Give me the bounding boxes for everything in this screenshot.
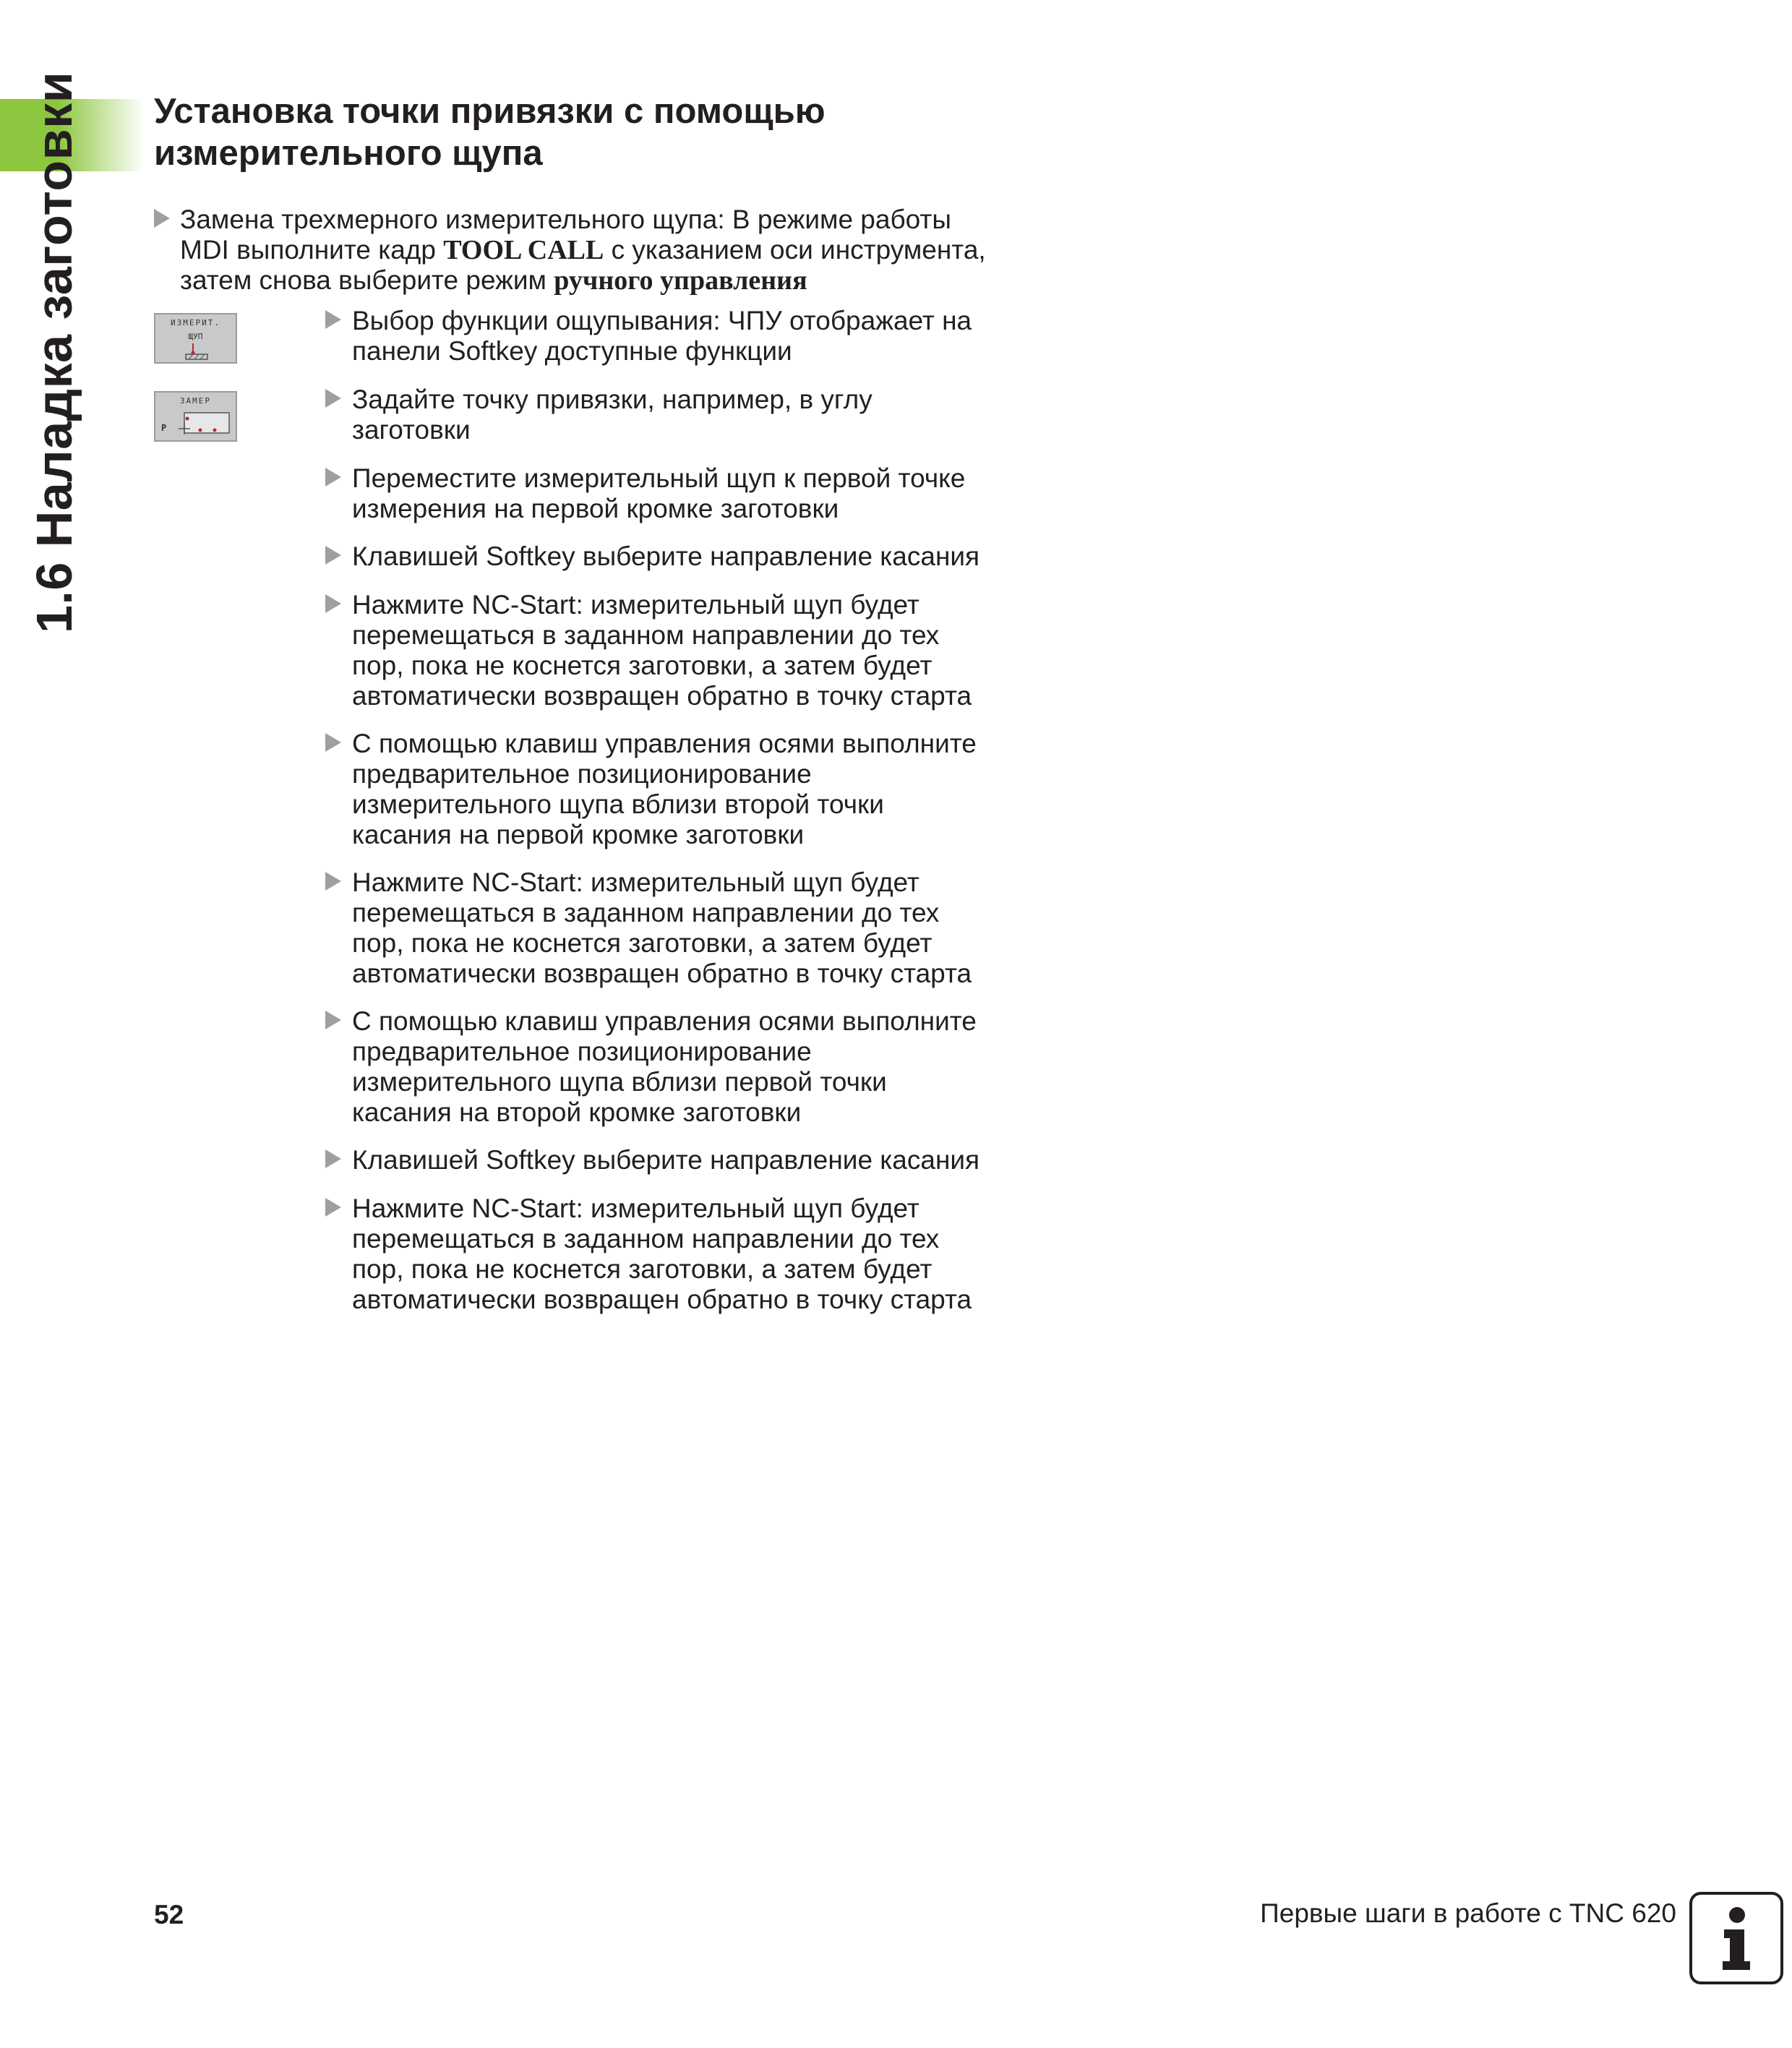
triangle-bullet-icon: [325, 310, 341, 329]
step-line: Переместите измерительный щуп к первой точке: [352, 463, 966, 493]
step-line: Нажмите NC-Start: измерительный щуп будет: [352, 867, 919, 897]
step-line: пор, пока не коснется заготовки, а затем будет: [352, 1254, 933, 1284]
intro-tool-call: TOOL CALL: [443, 235, 604, 265]
step-item: [325, 541, 1048, 572]
step-line: автоматически возвращен обратно в точку старта: [352, 1285, 972, 1314]
section-vertical-title: 1.6 Наладка заготовки: [26, 71, 82, 633]
step-text: [325, 729, 1048, 850]
page-number: 52: [154, 1900, 184, 1929]
softkey-sublabel: ЩУП: [188, 332, 203, 341]
section-title-container: [14, 71, 94, 633]
step-line: пор, пока не коснется заготовки, а затем будет: [352, 651, 933, 680]
step-line: измерительного щупа вблизи второй точки: [352, 789, 884, 819]
step-item: [325, 1194, 1048, 1315]
intro-line-1: Замена трехмерного измерительного щупа: В режиме работы: [180, 205, 951, 234]
step-line: предварительное позиционирование: [352, 759, 812, 789]
step-line: автоматически возвращен обратно в точку старта: [352, 681, 972, 711]
step-item: [325, 590, 1048, 711]
softkey-label: ЗАМЕР: [179, 396, 212, 406]
step-line: перемещаться в заданном направлении до тех: [352, 620, 940, 650]
info-icon: [1689, 1892, 1783, 1984]
step-line: Клавишей Softkey выберите направление касания: [352, 1145, 980, 1175]
step-item: [325, 463, 1048, 524]
step-item: [325, 1006, 1048, 1128]
step-text: [325, 1145, 1048, 1175]
step-line: измерительного щупа вблизи первой точки: [352, 1067, 887, 1097]
softkey-sublabel: P: [161, 423, 167, 433]
step-line: пор, пока не коснется заготовки, а затем будет: [352, 928, 933, 958]
step-line: заготовки: [352, 415, 471, 445]
triangle-bullet-icon: [325, 594, 341, 613]
step-item: [325, 867, 1048, 989]
probe-icon: [183, 343, 212, 361]
step-line: Задайте точку привязки, например, в углу: [352, 385, 873, 414]
step-line: Нажмите NC-Start: измерительный щуп будет: [352, 590, 919, 620]
step-item: [325, 306, 1048, 367]
triangle-bullet-icon: [325, 733, 341, 752]
step-line: перемещаться в заданном направлении до тех: [352, 898, 940, 927]
triangle-bullet-icon: [325, 872, 341, 891]
triangle-bullet-icon: [325, 468, 341, 487]
step-line: касания на второй кромке заготовки: [352, 1097, 802, 1127]
step-line: С помощью клавиш управления осями выполните: [352, 729, 977, 758]
step-line: касания на первой кромке заготовки: [352, 820, 805, 849]
step-line: панели Softkey доступные функции: [352, 336, 792, 366]
probe-function-softkey: [154, 313, 237, 364]
step-line: Нажмите NC-Start: измерительный щуп будет: [352, 1194, 919, 1223]
intro-line-3-pre: затем снова выберите режим: [180, 265, 554, 295]
step-line: автоматически возвращен обратно в точку старта: [352, 959, 972, 988]
step-item: [325, 729, 1048, 850]
triangle-bullet-icon: [325, 1011, 341, 1029]
intro-line-2-post: с указанием оси инструмента,: [604, 235, 986, 265]
softkey-label: ИЗМЕРИТ.: [171, 318, 220, 327]
step-text: [325, 385, 1048, 445]
intro-line-2-pre: MDI выполните кадр: [180, 235, 444, 265]
triangle-bullet-icon: [325, 389, 341, 408]
step-text: [325, 867, 1048, 989]
triangle-bullet-icon: [325, 546, 341, 565]
info-glyph: [1692, 1895, 1780, 1981]
page-title-line-2: измерительного щупа: [154, 134, 543, 173]
step-text: [325, 541, 1048, 572]
page-title-line-1: Установка точки привязки с помощью: [154, 92, 826, 131]
step-line: измерения на первой кромке заготовки: [352, 494, 839, 523]
step-text: [325, 463, 1048, 524]
intro-bullet: [154, 205, 1021, 296]
corner-reference-softkey: [154, 391, 237, 442]
step-text: [325, 1006, 1048, 1128]
intro-manual-mode: ручного управления: [554, 265, 807, 296]
step-text: [325, 1194, 1048, 1315]
triangle-bullet-icon: [325, 1149, 341, 1168]
step-text: [325, 306, 1048, 367]
step-text: [325, 590, 1048, 711]
step-line: перемещаться в заданном направлении до тех: [352, 1224, 940, 1254]
step-item: [325, 1145, 1048, 1175]
step-line: Выбор функции ощупывания: ЧПУ отображает на: [352, 306, 972, 335]
triangle-bullet-icon: [325, 1198, 341, 1217]
triangle-bullet-icon: [154, 209, 170, 228]
book-title: Первые шаги в работе с TNC 620: [1260, 1898, 1676, 1928]
intro-text: [154, 205, 1021, 296]
step-line: С помощью клавиш управления осями выполните: [352, 1006, 977, 1036]
corner-probe-icon: [174, 410, 233, 439]
step-line: предварительное позиционирование: [352, 1037, 812, 1066]
step-item: [325, 385, 1048, 445]
page-title: [154, 90, 1021, 174]
step-line: Клавишей Softkey выберите направление касания: [352, 541, 980, 571]
